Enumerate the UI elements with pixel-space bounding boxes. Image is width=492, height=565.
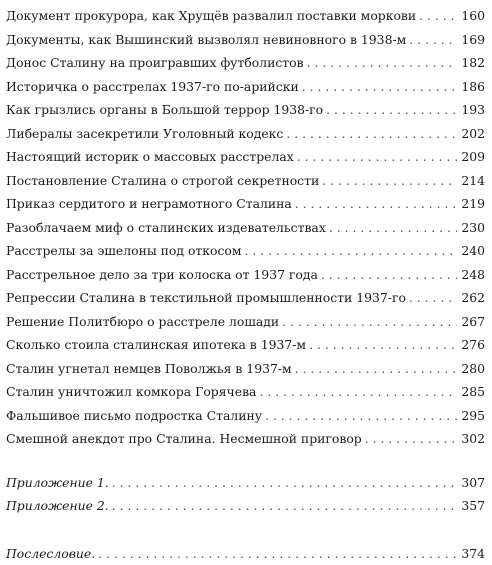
- toc-entry-title: Либералы засекретили Уголовный кодекс: [6, 122, 286, 146]
- toc-leader-dots: [321, 263, 457, 287]
- toc-entry[interactable]: [6, 333, 485, 357]
- toc-leader-dots: [326, 98, 457, 122]
- toc-leader-dots: [295, 192, 458, 216]
- section-spacer: [6, 451, 485, 471]
- toc-leader-dots: [286, 122, 457, 146]
- toc-entry[interactable]: [6, 75, 485, 99]
- toc-entry-title: Фальшивое письмо подростка Сталину: [6, 404, 265, 428]
- toc-entry[interactable]: [6, 310, 485, 334]
- toc-entry[interactable]: [6, 380, 485, 404]
- toc-leader-dots: [98, 542, 457, 565]
- toc-leader-dots: [329, 216, 458, 240]
- toc-entry[interactable]: [6, 239, 485, 263]
- toc-entry[interactable]: [6, 427, 485, 451]
- toc-entry-title: Настоящий историк о массовых расстрелах: [6, 145, 297, 169]
- toc-appendix-page: 357: [457, 494, 485, 518]
- toc-appendix-title: Приложение 1.: [6, 471, 112, 495]
- toc-leader-dots: [259, 380, 457, 404]
- toc-entry-title: Сталин угнетал немцев Поволжья в 1937-м: [6, 357, 295, 381]
- toc-entry-page: 182: [457, 51, 485, 75]
- toc-leader-dots: [282, 310, 457, 334]
- toc-entry[interactable]: [6, 98, 485, 122]
- toc-entry[interactable]: [6, 286, 485, 310]
- toc-entry-title: Документ прокурора, как Хрущёв развалил поставки моркови: [6, 4, 419, 28]
- toc-entry-page: 219: [457, 192, 485, 216]
- toc-entry-title: Разоблачаем миф о сталинских издевательствах: [6, 216, 329, 240]
- toc-entry[interactable]: [6, 145, 485, 169]
- toc-entry-title: Документы, как Вышинский вызволял невиновного в 1938-м: [6, 28, 409, 52]
- toc-entry-page: 214: [457, 169, 485, 193]
- toc-entry-title: Расстрельное дело за три колоска от 1937 года: [6, 263, 321, 287]
- toc-afterword-title: Послесловие.: [6, 542, 98, 565]
- toc-leader-dots: [245, 239, 458, 263]
- toc-leader-dots: [297, 145, 458, 169]
- toc-entry-title: Сталин уничтожил комкора Горячева: [6, 380, 259, 404]
- toc-leader-dots: [409, 28, 457, 52]
- toc-entry-page: 230: [457, 216, 485, 240]
- toc-leader-dots: [307, 51, 458, 75]
- toc-entry-page: 302: [457, 427, 485, 451]
- toc-entry-page: 202: [457, 122, 485, 146]
- toc-entry-page: 240: [457, 239, 485, 263]
- toc-appendix-title: Приложение 2.: [6, 494, 112, 518]
- section-spacer: [6, 518, 485, 542]
- toc-entry[interactable]: [6, 122, 485, 146]
- toc-entry[interactable]: [6, 51, 485, 75]
- toc-leader-dots: [112, 494, 458, 518]
- toc-entry-page: 285: [457, 380, 485, 404]
- toc-entry-page: 267: [457, 310, 485, 334]
- toc-leader-dots: [265, 404, 457, 428]
- toc-afterword-page: 374: [457, 542, 485, 565]
- toc-leader-dots: [322, 169, 457, 193]
- toc-entry-page: 262: [457, 286, 485, 310]
- toc-leader-dots: [419, 4, 457, 28]
- toc-entry[interactable]: [6, 192, 485, 216]
- toc-leader-dots: [295, 357, 458, 381]
- toc-entry[interactable]: [6, 357, 485, 381]
- toc-entry[interactable]: [6, 4, 485, 28]
- toc-entry-title: Сколько стоила сталинская ипотека в 1937-м: [6, 333, 309, 357]
- toc-afterword[interactable]: [6, 542, 485, 565]
- toc-entry-title: Как грызлись органы в Большой террор 1938-го: [6, 98, 326, 122]
- toc-leader-dots: [112, 471, 458, 495]
- toc-entry-page: 295: [457, 404, 485, 428]
- toc-entry-title: Постановление Сталина о строгой секретности: [6, 169, 322, 193]
- toc-entry-page: 209: [457, 145, 485, 169]
- toc-entry-page: 248: [457, 263, 485, 287]
- toc-entry[interactable]: [6, 28, 485, 52]
- toc-entry-page: 169: [457, 28, 485, 52]
- toc-leader-dots: [302, 75, 458, 99]
- toc-entry-page: 276: [457, 333, 485, 357]
- toc-leader-dots: [409, 286, 457, 310]
- toc-entry-title: Историчка о расстрелах 1937-го по-арийски: [6, 75, 302, 99]
- toc-appendix-2[interactable]: [6, 494, 485, 518]
- toc-entry-title: Донос Сталину на проигравших футболистов: [6, 51, 307, 75]
- toc-entry-title: Приказ сердитого и неграмотного Сталина: [6, 192, 295, 216]
- toc-entry-page: 280: [457, 357, 485, 381]
- toc-entry-page: 193: [457, 98, 485, 122]
- toc-appendix-page: 307: [457, 471, 485, 495]
- toc-leader-dots: [309, 333, 457, 357]
- toc-entry[interactable]: [6, 263, 485, 287]
- toc-entry[interactable]: [6, 216, 485, 240]
- toc-entry-title: Решение Политбюро о расстреле лошади: [6, 310, 282, 334]
- toc-entry-title: Расстрелы за эшелоны под откосом: [6, 239, 245, 263]
- toc-entry-page: 160: [457, 4, 485, 28]
- toc-entry[interactable]: [6, 169, 485, 193]
- toc-leader-dots: [365, 427, 458, 451]
- toc-entry-title: Репрессии Сталина в текстильной промышленности 1937-го: [6, 286, 409, 310]
- toc-entry[interactable]: [6, 404, 485, 428]
- toc-appendix-1[interactable]: [6, 471, 485, 495]
- toc-entry-page: 186: [457, 75, 485, 99]
- toc-entry-title: Смешной анекдот про Сталина. Несмешной приговор: [6, 427, 365, 451]
